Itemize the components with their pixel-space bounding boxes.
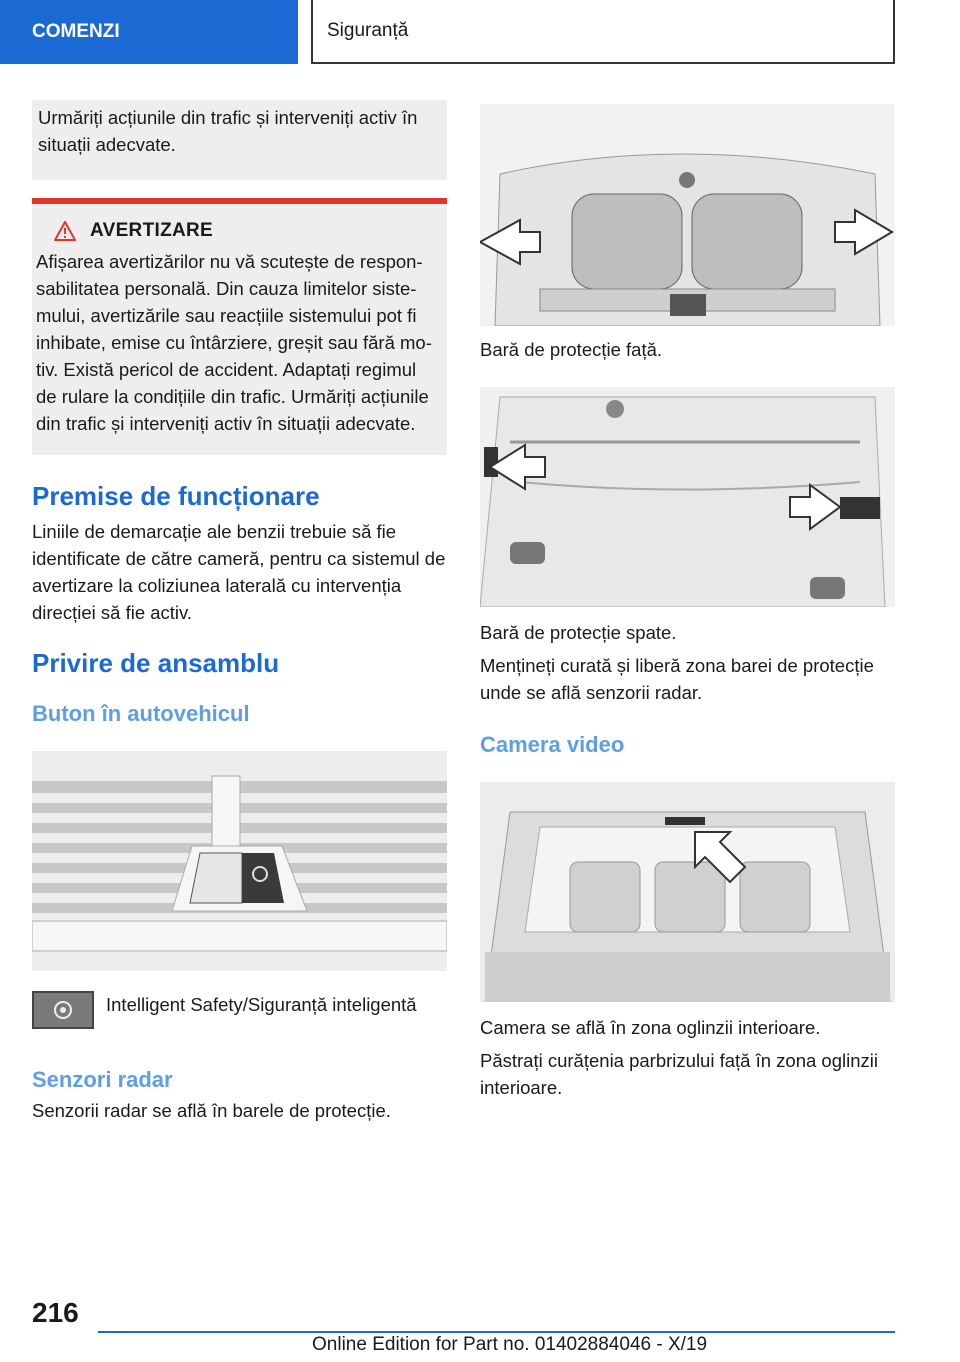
warning-text: Afișarea avertizărilor nu vă scutește de responsabilitatea personală. Din cauza limitelor sistemului, avertizările sau reacțiile sistemului pot fi inhibate, emise cu întârziere, greșit sau fără motiv. Există pericol de accident. Adaptați regimul de rulare la condițiile din trafic. Urmăriți acțiunile din trafic și interveniți activ în situații adecvate.: [36, 251, 432, 434]
button-legend: [32, 991, 447, 1029]
caption-rear-bumper: Bară de protecție spate.: [480, 622, 677, 643]
caption-front-bumper: Bară de protecție față.: [480, 339, 663, 360]
warning-icon: [54, 221, 76, 241]
camera-image: [480, 782, 895, 1002]
legend-text: Intelligent Safety/Siguranță inteligentă: [106, 994, 417, 1015]
caption-camera: Camera se află în zona oglinzii interioare.: [480, 1017, 821, 1038]
chapter-title: COMENZI: [32, 21, 120, 42]
rear-bumper-text: Mențineți curată și liberă zona barei de protecție unde se află senzorii radar.: [480, 655, 874, 703]
heading-button: Buton în autovehicul: [32, 701, 250, 726]
right-column: [480, 104, 895, 1101]
premise-text: Liniile de demarcație ale benzii trebuie să fie identificate de către cameră, pentru ca sistemul de avertizare la coliziunea laterală cu intervenția direcției să fie activ.: [32, 521, 446, 623]
chapter-tab: [0, 0, 298, 64]
warning-title: AVERTIZARE: [90, 220, 213, 241]
camera-text: Păstrați curățenia parbrizului față în zona oglinzii interioare.: [480, 1050, 878, 1098]
front-bumper-image: [480, 104, 895, 326]
heading-radar: Senzori radar: [32, 1067, 173, 1092]
footer-divider: [98, 1331, 895, 1333]
footer-edition: Online Edition for Part no. 01402884046 - X/19: [312, 1334, 708, 1355]
page-number: 216: [32, 1297, 79, 1328]
heading-camera: Camera video: [480, 732, 625, 757]
note-text: Urmăriți acțiunile din trafic și interveniți activ în situații adecvate.: [38, 107, 418, 155]
heading-premise: Premise de funcționare: [32, 481, 320, 511]
intelligent-safety-icon: [32, 991, 94, 1029]
warning-header: [54, 220, 439, 242]
radar-text: Senzorii radar se află în barele de protecție.: [32, 1100, 391, 1121]
rear-bumper-image: [480, 387, 895, 607]
left-column: [32, 100, 447, 1124]
section-header: [311, 0, 895, 64]
heading-overview: Privire de ansamblu: [32, 648, 280, 678]
section-title: Siguranță: [327, 20, 409, 41]
note-box: [32, 100, 447, 180]
grille-button-image: [32, 751, 447, 971]
warning-box: [32, 198, 447, 455]
